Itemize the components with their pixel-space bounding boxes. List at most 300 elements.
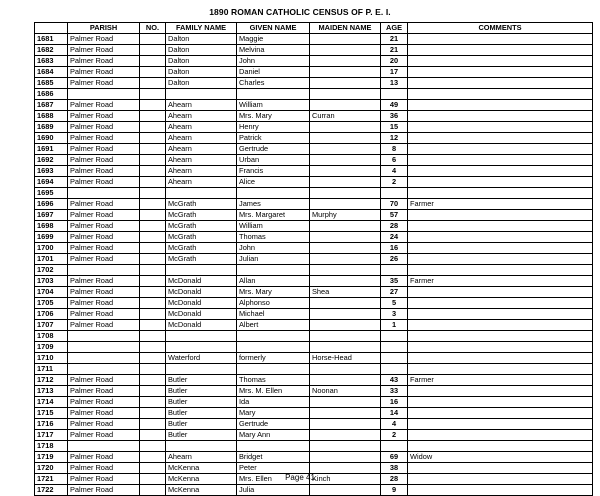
given-name-cell: Mary Ann xyxy=(237,430,310,441)
no-cell xyxy=(140,397,166,408)
comments-cell xyxy=(408,386,593,397)
comments-cell xyxy=(408,100,593,111)
table-row xyxy=(35,243,593,254)
family-name-cell: McDonald xyxy=(166,298,237,309)
parish-cell: Palmer Road xyxy=(68,430,140,441)
given-name-cell: John xyxy=(237,243,310,254)
given-name-cell xyxy=(237,188,310,199)
row-number-cell: 1712 xyxy=(35,375,68,386)
maiden-name-cell xyxy=(310,452,381,463)
age-cell: 70 xyxy=(381,199,408,210)
no-cell xyxy=(140,386,166,397)
given-name-cell: Alphonso xyxy=(237,298,310,309)
row-number-cell: 1682 xyxy=(35,45,68,56)
age-cell: 2 xyxy=(381,430,408,441)
comments-cell xyxy=(408,122,593,133)
maiden-name-cell: Curran xyxy=(310,111,381,122)
comments-cell xyxy=(408,221,593,232)
table-row xyxy=(35,353,593,364)
header-row xyxy=(35,23,593,34)
given-name-cell: William xyxy=(237,221,310,232)
row-number-cell: 1698 xyxy=(35,221,68,232)
table-row xyxy=(35,430,593,441)
comments-cell xyxy=(408,254,593,265)
row-number-cell: 1707 xyxy=(35,320,68,331)
column-header-family-name: FAMILY NAME xyxy=(166,23,237,34)
family-name-cell: Dalton xyxy=(166,67,237,78)
table-row xyxy=(35,188,593,199)
row-number-cell: 1690 xyxy=(35,133,68,144)
no-cell xyxy=(140,353,166,364)
table-row xyxy=(35,320,593,331)
given-name-cell xyxy=(237,342,310,353)
age-cell: 5 xyxy=(381,298,408,309)
census-table-body xyxy=(35,34,593,496)
given-name-cell xyxy=(237,441,310,452)
comments-cell xyxy=(408,144,593,155)
family-name-cell: McDonald xyxy=(166,276,237,287)
comments-cell xyxy=(408,210,593,221)
family-name-cell: McDonald xyxy=(166,287,237,298)
comments-cell: Widow xyxy=(408,452,593,463)
parish-cell: Palmer Road xyxy=(68,485,140,496)
given-name-cell: Allan xyxy=(237,276,310,287)
given-name-cell: Mrs. Mary xyxy=(237,287,310,298)
family-name-cell xyxy=(166,342,237,353)
family-name-cell: Ahearn xyxy=(166,144,237,155)
maiden-name-cell xyxy=(310,320,381,331)
maiden-name-cell: Kinch xyxy=(310,474,381,485)
parish-cell: Palmer Road xyxy=(68,34,140,45)
given-name-cell: formerly xyxy=(237,353,310,364)
age-cell: 27 xyxy=(381,287,408,298)
maiden-name-cell xyxy=(310,375,381,386)
comments-cell xyxy=(408,364,593,375)
table-row xyxy=(35,397,593,408)
page-number: Page 41 xyxy=(285,473,315,482)
comments-cell xyxy=(408,89,593,100)
table-row xyxy=(35,144,593,155)
table-row xyxy=(35,265,593,276)
age-cell: 21 xyxy=(381,34,408,45)
parish-cell xyxy=(68,331,140,342)
family-name-cell: Dalton xyxy=(166,45,237,56)
row-number-cell: 1718 xyxy=(35,441,68,452)
row-number-cell: 1681 xyxy=(35,34,68,45)
row-number-cell: 1706 xyxy=(35,309,68,320)
no-cell xyxy=(140,89,166,100)
age-cell: 16 xyxy=(381,243,408,254)
family-name-cell: Butler xyxy=(166,408,237,419)
no-cell xyxy=(140,100,166,111)
table-row xyxy=(35,342,593,353)
comments-cell xyxy=(408,331,593,342)
row-number-cell: 1709 xyxy=(35,342,68,353)
age-cell: 9 xyxy=(381,485,408,496)
family-name-cell: McGrath xyxy=(166,210,237,221)
no-cell xyxy=(140,485,166,496)
table-row xyxy=(35,254,593,265)
age-cell: 28 xyxy=(381,474,408,485)
given-name-cell: James xyxy=(237,199,310,210)
parish-cell: Palmer Road xyxy=(68,386,140,397)
parish-cell: Palmer Road xyxy=(68,56,140,67)
maiden-name-cell xyxy=(310,485,381,496)
given-name-cell xyxy=(237,364,310,375)
no-cell xyxy=(140,441,166,452)
age-cell: 36 xyxy=(381,111,408,122)
age-cell: 4 xyxy=(381,166,408,177)
age-cell: 6 xyxy=(381,155,408,166)
family-name-cell: McGrath xyxy=(166,254,237,265)
family-name-cell: Ahearn xyxy=(166,122,237,133)
comments-cell xyxy=(408,232,593,243)
table-row xyxy=(35,331,593,342)
family-name-cell xyxy=(166,265,237,276)
age-cell: 12 xyxy=(381,133,408,144)
maiden-name-cell xyxy=(310,56,381,67)
parish-cell: Palmer Road xyxy=(68,45,140,56)
parish-cell xyxy=(68,89,140,100)
age-cell: 28 xyxy=(381,221,408,232)
age-cell: 16 xyxy=(381,397,408,408)
comments-cell xyxy=(408,397,593,408)
age-cell xyxy=(381,342,408,353)
no-cell xyxy=(140,221,166,232)
age-cell: 13 xyxy=(381,78,408,89)
row-number-cell: 1695 xyxy=(35,188,68,199)
table-row xyxy=(35,375,593,386)
maiden-name-cell: Murphy xyxy=(310,210,381,221)
family-name-cell: McKenna xyxy=(166,485,237,496)
table-row xyxy=(35,78,593,89)
given-name-cell xyxy=(237,89,310,100)
table-row xyxy=(35,199,593,210)
maiden-name-cell xyxy=(310,177,381,188)
given-name-cell: Mrs. Mary xyxy=(237,111,310,122)
comments-cell: Farmer xyxy=(408,199,593,210)
column-header-no: NO. xyxy=(140,23,166,34)
maiden-name-cell xyxy=(310,430,381,441)
family-name-cell: Ahearn xyxy=(166,452,237,463)
maiden-name-cell xyxy=(310,188,381,199)
row-number-cell: 1702 xyxy=(35,265,68,276)
column-header-rownum xyxy=(35,23,68,34)
row-number-cell: 1701 xyxy=(35,254,68,265)
row-number-cell: 1719 xyxy=(35,452,68,463)
comments-cell xyxy=(408,155,593,166)
table-row xyxy=(35,155,593,166)
row-number-cell: 1696 xyxy=(35,199,68,210)
parish-cell: Palmer Road xyxy=(68,243,140,254)
row-number-cell: 1720 xyxy=(35,463,68,474)
row-number-cell: 1708 xyxy=(35,331,68,342)
row-number-cell: 1693 xyxy=(35,166,68,177)
no-cell xyxy=(140,298,166,309)
family-name-cell xyxy=(166,89,237,100)
no-cell xyxy=(140,331,166,342)
comments-cell xyxy=(408,353,593,364)
age-cell: 3 xyxy=(381,309,408,320)
given-name-cell: Julia xyxy=(237,485,310,496)
family-name-cell: McGrath xyxy=(166,232,237,243)
no-cell xyxy=(140,342,166,353)
no-cell xyxy=(140,408,166,419)
parish-cell xyxy=(68,265,140,276)
age-cell: 15 xyxy=(381,122,408,133)
comments-cell xyxy=(408,265,593,276)
given-name-cell: William xyxy=(237,100,310,111)
no-cell xyxy=(140,287,166,298)
family-name-cell xyxy=(166,364,237,375)
maiden-name-cell xyxy=(310,276,381,287)
parish-cell: Palmer Road xyxy=(68,375,140,386)
family-name-cell: Ahearn xyxy=(166,155,237,166)
table-row xyxy=(35,166,593,177)
table-row xyxy=(35,111,593,122)
no-cell xyxy=(140,254,166,265)
table-row xyxy=(35,485,593,496)
maiden-name-cell xyxy=(310,78,381,89)
given-name-cell: Alice xyxy=(237,177,310,188)
age-cell: 14 xyxy=(381,408,408,419)
row-number-cell: 1684 xyxy=(35,67,68,78)
family-name-cell: McKenna xyxy=(166,463,237,474)
parish-cell xyxy=(68,342,140,353)
age-cell xyxy=(381,331,408,342)
family-name-cell: McGrath xyxy=(166,199,237,210)
given-name-cell xyxy=(237,331,310,342)
row-number-cell: 1686 xyxy=(35,89,68,100)
no-cell xyxy=(140,122,166,133)
table-row xyxy=(35,276,593,287)
row-number-cell: 1700 xyxy=(35,243,68,254)
row-number-cell: 1685 xyxy=(35,78,68,89)
given-name-cell: Patrick xyxy=(237,133,310,144)
table-row xyxy=(35,45,593,56)
given-name-cell: Mary xyxy=(237,408,310,419)
maiden-name-cell xyxy=(310,155,381,166)
no-cell xyxy=(140,133,166,144)
maiden-name-cell xyxy=(310,265,381,276)
no-cell xyxy=(140,463,166,474)
comments-cell xyxy=(408,309,593,320)
no-cell xyxy=(140,67,166,78)
given-name-cell: Daniel xyxy=(237,67,310,78)
age-cell: 2 xyxy=(381,177,408,188)
no-cell xyxy=(140,210,166,221)
family-name-cell: Dalton xyxy=(166,56,237,67)
family-name-cell: Butler xyxy=(166,375,237,386)
comments-cell xyxy=(408,188,593,199)
row-number-cell: 1721 xyxy=(35,474,68,485)
parish-cell xyxy=(68,364,140,375)
table-row xyxy=(35,298,593,309)
parish-cell: Palmer Road xyxy=(68,309,140,320)
no-cell xyxy=(140,155,166,166)
maiden-name-cell xyxy=(310,441,381,452)
parish-cell: Palmer Road xyxy=(68,210,140,221)
maiden-name-cell xyxy=(310,254,381,265)
row-number-cell: 1713 xyxy=(35,386,68,397)
row-number-cell: 1705 xyxy=(35,298,68,309)
comments-cell xyxy=(408,67,593,78)
no-cell xyxy=(140,177,166,188)
given-name-cell: Peter xyxy=(237,463,310,474)
row-number-cell: 1703 xyxy=(35,276,68,287)
no-cell xyxy=(140,364,166,375)
no-cell xyxy=(140,430,166,441)
no-cell xyxy=(140,309,166,320)
maiden-name-cell xyxy=(310,342,381,353)
parish-cell: Palmer Road xyxy=(68,78,140,89)
given-name-cell: Melvina xyxy=(237,45,310,56)
maiden-name-cell xyxy=(310,463,381,474)
maiden-name-cell xyxy=(310,45,381,56)
row-number-cell: 1688 xyxy=(35,111,68,122)
given-name-cell xyxy=(237,265,310,276)
comments-cell xyxy=(408,243,593,254)
no-cell xyxy=(140,452,166,463)
comments-cell: Farmer xyxy=(408,276,593,287)
comments-cell: Farmer xyxy=(408,375,593,386)
parish-cell: Palmer Road xyxy=(68,133,140,144)
given-name-cell: Mrs. Ellen xyxy=(237,474,310,485)
table-row xyxy=(35,221,593,232)
parish-cell: Palmer Road xyxy=(68,111,140,122)
age-cell: 43 xyxy=(381,375,408,386)
maiden-name-cell xyxy=(310,199,381,210)
maiden-name-cell xyxy=(310,166,381,177)
parish-cell: Palmer Road xyxy=(68,122,140,133)
family-name-cell: Butler xyxy=(166,397,237,408)
age-cell: 17 xyxy=(381,67,408,78)
parish-cell: Palmer Road xyxy=(68,287,140,298)
comments-cell xyxy=(408,287,593,298)
table-row xyxy=(35,452,593,463)
age-cell: 26 xyxy=(381,254,408,265)
maiden-name-cell: Shea xyxy=(310,287,381,298)
parish-cell: Palmer Road xyxy=(68,100,140,111)
age-cell: 38 xyxy=(381,463,408,474)
comments-cell xyxy=(408,463,593,474)
age-cell xyxy=(381,188,408,199)
family-name-cell: Ahearn xyxy=(166,111,237,122)
family-name-cell: McGrath xyxy=(166,221,237,232)
age-cell xyxy=(381,353,408,364)
table-row xyxy=(35,67,593,78)
table-row xyxy=(35,133,593,144)
comments-cell xyxy=(408,133,593,144)
no-cell xyxy=(140,419,166,430)
comments-cell xyxy=(408,166,593,177)
parish-cell: Palmer Road xyxy=(68,232,140,243)
family-name-cell: Butler xyxy=(166,430,237,441)
family-name-cell xyxy=(166,331,237,342)
comments-cell xyxy=(408,441,593,452)
column-header-parish: PARISH xyxy=(68,23,140,34)
comments-cell xyxy=(408,298,593,309)
census-table xyxy=(34,22,593,496)
maiden-name-cell: Noonan xyxy=(310,386,381,397)
row-number-cell: 1699 xyxy=(35,232,68,243)
no-cell xyxy=(140,188,166,199)
no-cell xyxy=(140,265,166,276)
parish-cell: Palmer Road xyxy=(68,419,140,430)
comments-cell xyxy=(408,408,593,419)
column-header-comments: COMMENTS xyxy=(408,23,593,34)
given-name-cell: Thomas xyxy=(237,232,310,243)
table-row xyxy=(35,122,593,133)
table-row xyxy=(35,364,593,375)
family-name-cell: Dalton xyxy=(166,78,237,89)
age-cell xyxy=(381,441,408,452)
no-cell xyxy=(140,111,166,122)
maiden-name-cell xyxy=(310,364,381,375)
maiden-name-cell xyxy=(310,221,381,232)
parish-cell: Palmer Road xyxy=(68,177,140,188)
no-cell xyxy=(140,34,166,45)
parish-cell: Palmer Road xyxy=(68,166,140,177)
family-name-cell: Ahearn xyxy=(166,133,237,144)
column-header-given-name: GIVEN NAME xyxy=(237,23,310,34)
table-row xyxy=(35,177,593,188)
parish-cell: Palmer Road xyxy=(68,67,140,78)
no-cell xyxy=(140,276,166,287)
parish-cell xyxy=(68,353,140,364)
comments-cell xyxy=(408,419,593,430)
parish-cell: Palmer Road xyxy=(68,408,140,419)
comments-cell xyxy=(408,342,593,353)
parish-cell: Palmer Road xyxy=(68,199,140,210)
family-name-cell: Ahearn xyxy=(166,177,237,188)
family-name-cell xyxy=(166,441,237,452)
table-row xyxy=(35,34,593,45)
maiden-name-cell xyxy=(310,133,381,144)
maiden-name-cell xyxy=(310,331,381,342)
comments-cell xyxy=(408,111,593,122)
table-row xyxy=(35,408,593,419)
family-name-cell: McDonald xyxy=(166,320,237,331)
parish-cell xyxy=(68,441,140,452)
no-cell xyxy=(140,199,166,210)
column-header-maiden-name: MAIDEN NAME xyxy=(310,23,381,34)
age-cell: 1 xyxy=(381,320,408,331)
comments-cell xyxy=(408,34,593,45)
age-cell: 24 xyxy=(381,232,408,243)
family-name-cell: Butler xyxy=(166,419,237,430)
parish-cell: Palmer Road xyxy=(68,463,140,474)
row-number-cell: 1711 xyxy=(35,364,68,375)
age-cell xyxy=(381,89,408,100)
family-name-cell: Ahearn xyxy=(166,166,237,177)
no-cell xyxy=(140,232,166,243)
age-cell: 20 xyxy=(381,56,408,67)
parish-cell: Palmer Road xyxy=(68,155,140,166)
row-number-cell: 1687 xyxy=(35,100,68,111)
row-number-cell: 1689 xyxy=(35,122,68,133)
row-number-cell: 1697 xyxy=(35,210,68,221)
parish-cell: Palmer Road xyxy=(68,320,140,331)
table-row xyxy=(35,386,593,397)
row-number-cell: 1692 xyxy=(35,155,68,166)
row-number-cell: 1717 xyxy=(35,430,68,441)
parish-cell: Palmer Road xyxy=(68,254,140,265)
maiden-name-cell xyxy=(310,309,381,320)
given-name-cell: Bridget xyxy=(237,452,310,463)
age-cell xyxy=(381,265,408,276)
given-name-cell: Francis xyxy=(237,166,310,177)
